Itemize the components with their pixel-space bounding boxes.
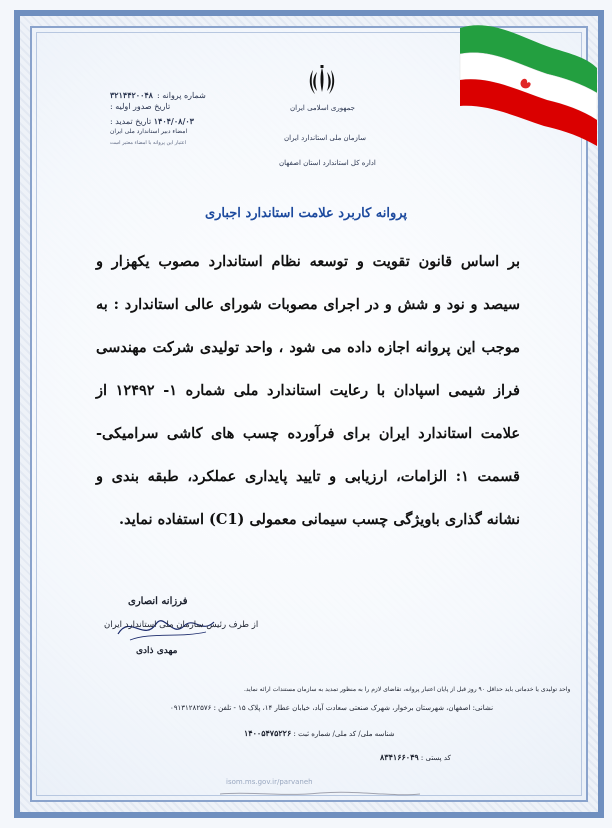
signatory-role: از طرف رئیس سازمان ملی استاندارد ایران — [104, 620, 259, 630]
certificate-body: بر اساس قانون تقویت و توسعه نظام استاندارد مصوب یکهزار و سیصد و نود و شش و در اجرای مصوبات شورای عالی استاندارد : به موجب این پروانه اجازه داده می شود ، واحد تولیدی شرکت مهندسی فراز شیمی اسپادان با رعایت استاندارد ملی شماره ۱- ۱۲۴۹۲ از علامت استاندارد ایران برای فرآورده چسب های کاشی سرامیکی- قسمت ۱: الزامات، ارزیابی و تایید پایداری عملکرد، طبقه بندی و نشانه گذاری باویژگی چسب سیمانی معمولی (C1) استفاده نماید. — [96, 253, 520, 528]
header-department: اداره کل استاندارد استان اصفهان — [279, 159, 376, 167]
verification-url: isom.ms.gov.ir/parvaneh — [226, 778, 313, 786]
footer-address: نشانی: اصفهان، شهرستان برخوار، شهرک صنعتی سعادت آباد، خیابان عطار ۱۴، پلاک ۱۵ - تلفن : ۰۹۱۳۱۲۸۲۵۷۶ — [170, 704, 494, 712]
signatory-name: فرزانه انصاری — [128, 596, 188, 607]
iran-flag-icon — [452, 18, 602, 178]
header-organization: سازمان ملی استاندارد ایران — [284, 134, 366, 142]
signatory-name-2: مهدی ذادی — [136, 646, 178, 656]
footer-postal-code — [380, 752, 451, 762]
meta-tiny-note: اعتبار این پروانه با امضاء معتبر است — [110, 140, 187, 146]
certificate-title: پروانه کاربرد علامت استاندارد اجباری — [204, 206, 408, 221]
footer-national-id — [244, 728, 395, 738]
meta-small-note: امضاء دبیر استاندارد ملی ایران — [110, 128, 188, 135]
national-id-label: شناسه ملی/ کد ملی/ شماره ثبت : — [293, 730, 395, 738]
national-id-value: ۱۴۰۰۵۴۷۵۲۲۶ — [244, 728, 292, 738]
emblem-icon — [308, 64, 336, 98]
issue-date-label: تاریخ صدور اولیه : — [110, 102, 171, 111]
header-country: جمهوری اسلامی ایران — [290, 104, 355, 112]
renew-label: تاریخ تمدید : — [110, 117, 152, 126]
footer-note: واحد تولیدی یا خدماتی باید حداقل ۹۰ روز قبل از پایان اعتبار پروانه، تقاضای لازم را به منظور تمدید به سازمان مستندات ارائه نماید. — [244, 686, 571, 693]
postal-code-label: کد پستی : — [420, 754, 451, 762]
license-number — [110, 90, 206, 100]
license-label: شماره پروانه : — [156, 91, 206, 100]
scan-noise — [220, 790, 420, 798]
issue-date-value: ۱۴۰۴/۰۸/۰۳ — [153, 116, 194, 126]
issue-date — [110, 116, 198, 126]
license-value: ۳۲۱۴۴۲۰۰۴۸ — [110, 90, 153, 100]
postal-code-value: ۸۳۴۱۶۶۰۴۹ — [380, 752, 419, 762]
